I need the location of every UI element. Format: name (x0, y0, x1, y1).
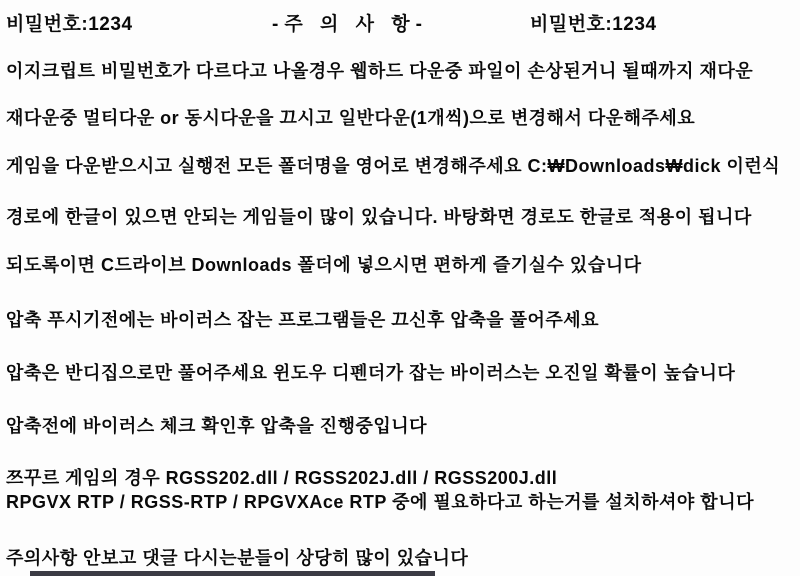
notice-line-korean-path: 경로에 한글이 있으면 안되는 게임들이 많이 있습니다. 바탕화면 경로도 한글로 적용이 됩니다 (6, 207, 752, 227)
document-title: -주 의 사 항- (272, 14, 428, 35)
notice-line-read-warning: 주의사항 안보고 댓글 다시는분들이 상당히 많이 있습니다 (6, 548, 469, 568)
password-label-right: 비밀번호:1234 (530, 14, 657, 35)
notice-line-antivirus-off: 압축 푸시기전에는 바이러스 잡는 프로그램들은 끄신후 압축을 풀어주세요 (6, 310, 600, 330)
notice-line-rgss-dll: 쯔꾸르 게임의 경우 RGSS202.dll / RGSS202J.dll / RGSS200J.dll (6, 468, 558, 488)
notice-line-single-download: 재다운중 멀티다운 or 동시다운을 끄시고 일반다운(1개씩)으로 변경해서 다운해주세요 (6, 108, 696, 128)
notice-line-redownload: 이지크립트 비밀번호가 다르다고 나올경우 웹하드 다운중 파일이 손상된거니 될때까지 재다운 (6, 61, 754, 81)
notice-line-bandizip: 압축은 반디집으로만 풀어주세요 윈도우 디펜더가 잡는 바이러스는 오진일 확률이 높습니다 (6, 363, 736, 383)
notice-line-c-drive: 되도록이면 C드라이브 Downloads 폴더에 넣으시면 편하게 즐기실수 있습니다 (6, 255, 642, 275)
notice-line-virus-check: 압축전에 바이러스 체크 확인후 압축을 진행중입니다 (6, 416, 428, 436)
bottom-cropped-ui-artifact (30, 571, 435, 576)
notice-line-rtp-install: RPGVX RTP / RGSS-RTP / RPGVXAce RTP 중에 필요하다고 하는거를 설치하셔야 합니다 (6, 492, 754, 512)
notice-line-rename-folders: 게임을 다운받으시고 실행전 모든 폴더명을 영어로 변경해주세요 C:₩Downloads₩dick 이런식 (6, 156, 781, 176)
password-label-left: 비밀번호:1234 (6, 14, 133, 35)
